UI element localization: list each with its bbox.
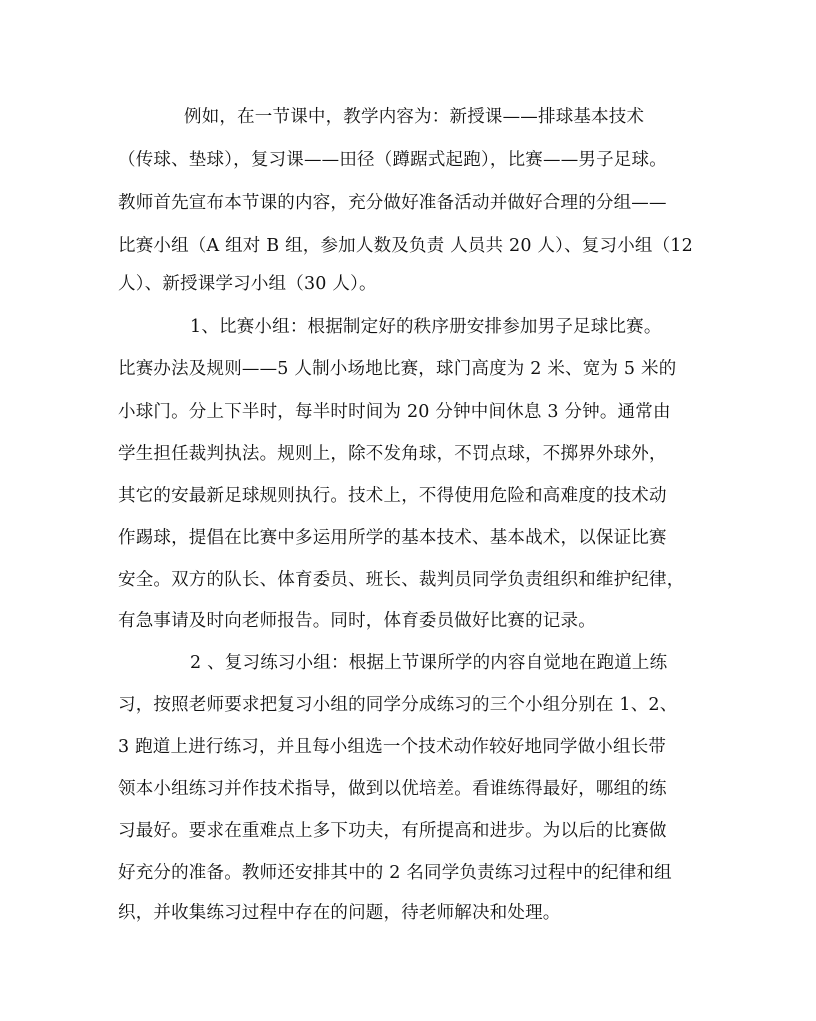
text-line: 织，并收集练习过程中存在的问题，待老师解决和处理。 (118, 903, 561, 923)
text-line: 作踢球，提倡在比赛中多运用所学的基本技术、基本战术，以保证比赛 (118, 528, 667, 548)
text-line: 人）、新授课学习小组（30 人）。 (118, 274, 377, 294)
text-line: 学生担任裁判执法。规则上，除不发角球，不罚点球，不掷界外球外， (118, 444, 667, 464)
text-line: 例如，在一节课中，教学内容为：新授课——排球基本技术 (184, 107, 645, 127)
text-line: 安全。双方的队长、体育委员、班长、裁判员同学负责组织和维护纪律， (118, 570, 685, 590)
text-line: 领本小组练习并作技术指导，做到以优培差。看谁练得最好，哪组的练 (118, 779, 667, 799)
text-line: 1、比赛小组：根据制定好的秩序册安排参加男子足球比赛。 (190, 317, 662, 337)
text-line: 小球门。分上下半时，每半时时间为 20 分钟中间休息 3 分钟。通常由 (118, 402, 671, 422)
text-line: 习最好。要求在重难点上多下功夫，有所提高和进步。为以后的比赛做 (118, 821, 667, 841)
text-line: 3 跑道上进行练习，并且每小组选一个技术动作较好地同学做小组长带 (118, 737, 667, 757)
text-line: （传球、垫球），复习课——田径（蹲踞式起跑），比赛——男子足球。 (118, 150, 667, 170)
text-line: 好充分的准备。教师还安排其中的 2 名同学负责练习过程中的纪律和组 (118, 863, 672, 883)
text-line: 2 、复习练习小组：根据上节课所学的内容自觉地在跑道上练 (190, 653, 668, 673)
text-line: 习，按照老师要求把复习小组的同学分成练习的三个小组分别在 1、2、 (118, 695, 678, 715)
text-line: 比赛办法及规则——5 人制小场地比赛，球门高度为 2 米、宽为 5 米的 (118, 359, 677, 379)
text-line: 比赛小组（A 组对 B 组，参加人数及负责 人员共 20 人）、复习小组（12 (118, 236, 693, 256)
text-line: 教师首先宣布本节课的内容，充分做好准备活动并做好合理的分组—— (118, 193, 667, 213)
text-line: 有急事请及时向老师报告。同时，体育委员做好比赛的记录。 (118, 611, 596, 631)
text-line: 其它的安最新足球规则执行。技术上，不得使用危险和高难度的技术动 (118, 486, 667, 506)
